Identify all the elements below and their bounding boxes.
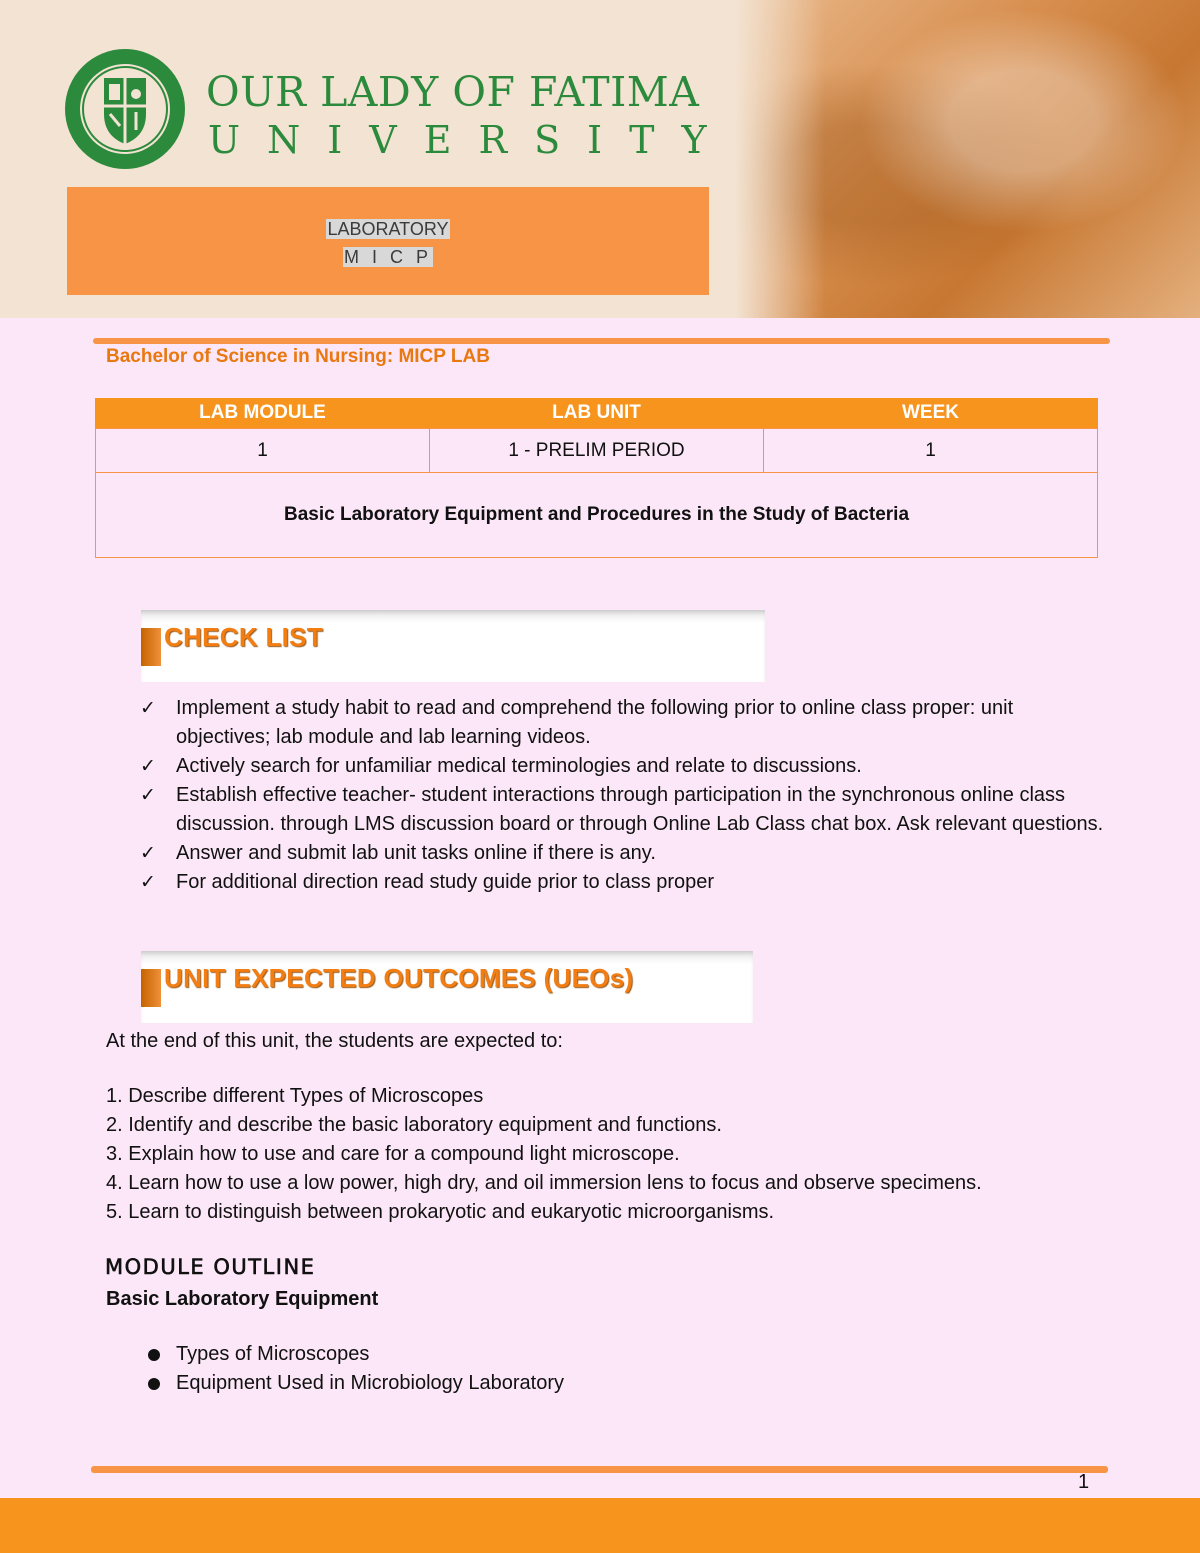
header-lab-module: LAB MODULE bbox=[96, 398, 430, 429]
module-info-table bbox=[95, 398, 1098, 558]
table-row bbox=[96, 473, 1098, 558]
outcomes-list bbox=[106, 1082, 982, 1227]
outcomes-intro: At the end of this unit, the students are expected to: bbox=[106, 1030, 563, 1052]
list-item: ✓ For additional direction read study guide prior to class proper bbox=[140, 868, 1110, 897]
university-name: OUR LADY OF FATIMA bbox=[206, 68, 700, 116]
list-item: 4. Learn how to use a low power, high dry, and oil immersion lens to focus and observe specimens. bbox=[106, 1172, 982, 1194]
checklist bbox=[140, 694, 1110, 897]
checkmark-icon: ✓ bbox=[140, 872, 156, 893]
header-photo bbox=[735, 0, 1200, 318]
header-week: WEEK bbox=[764, 398, 1098, 429]
outcomes-heading-label: UNIT EXPECTED OUTCOMES (UEOs) bbox=[164, 963, 634, 993]
checkmark-icon: ✓ bbox=[140, 756, 156, 777]
university-seal-icon bbox=[64, 48, 186, 170]
heading-bar bbox=[141, 969, 161, 1007]
footer-band bbox=[0, 1498, 1200, 1553]
table-header-row bbox=[96, 398, 1098, 429]
cell-lab-unit: 1 - PRELIM PERIOD bbox=[430, 429, 764, 473]
cell-lab-module: 1 bbox=[96, 429, 430, 473]
list-item: 1. Describe different Types of Microscopes bbox=[106, 1085, 484, 1107]
band-course-code: M I C P bbox=[343, 247, 432, 267]
checklist-heading bbox=[141, 610, 765, 682]
header-lab-unit: LAB UNIT bbox=[430, 398, 764, 429]
list-item: 2. Identify and describe the basic laboratory equipment and functions. bbox=[106, 1114, 722, 1136]
module-outline-subtitle: Basic Laboratory Equipment bbox=[106, 1288, 379, 1310]
checkmark-icon: ✓ bbox=[140, 785, 156, 806]
university-name-line2: UNIVERSITY bbox=[208, 118, 734, 162]
page-number: 1 bbox=[1078, 1471, 1090, 1493]
list-item: ✓ Answer and submit lab unit tasks online if there is any. bbox=[140, 839, 1110, 868]
table-row bbox=[96, 429, 1098, 473]
list-item: Types of Microscopes bbox=[146, 1340, 564, 1369]
checkmark-icon: ✓ bbox=[140, 698, 156, 719]
checkmark-icon: ✓ bbox=[140, 843, 156, 864]
outcomes-heading bbox=[141, 951, 753, 1023]
bottom-divider bbox=[91, 1466, 1108, 1473]
list-item: ✓ Implement a study habit to read and comprehend the following prior to online class proper: unit objectives; lab module and lab learning videos. bbox=[140, 694, 1110, 752]
top-divider bbox=[93, 338, 1110, 344]
checklist-heading-label: CHECK LIST bbox=[164, 622, 323, 652]
header bbox=[0, 0, 1200, 318]
bullet-dot-icon bbox=[148, 1349, 160, 1361]
module-outline-title: MODULE OUTLINE bbox=[105, 1255, 316, 1279]
list-item: 5. Learn to distinguish between prokaryotic and eukaryotic microorganisms. bbox=[106, 1201, 775, 1223]
bullet-dot-icon bbox=[148, 1378, 160, 1390]
list-item: ✓ Establish effective teacher- student interactions through participation in the synchronous online class discussion. through LMS discussion board or through Online Lab Class chat box. Ask relevant questions. bbox=[140, 781, 1110, 839]
cell-week: 1 bbox=[764, 429, 1098, 473]
list-item: 3. Explain how to use and care for a compound light microscope. bbox=[106, 1143, 680, 1165]
list-item: Equipment Used in Microbiology Laboratory bbox=[146, 1369, 564, 1398]
module-outline-list bbox=[146, 1340, 564, 1398]
program-title: Bachelor of Science in Nursing: MICP LAB bbox=[106, 346, 490, 367]
heading-bar bbox=[141, 628, 161, 666]
list-item: ✓ Actively search for unfamiliar medical terminologies and relate to discussions. bbox=[140, 752, 1110, 781]
module-title: Basic Laboratory Equipment and Procedures in the Study of Bacteria bbox=[96, 473, 1098, 558]
band-laboratory-label: LABORATORY bbox=[327, 219, 449, 239]
course-band bbox=[67, 187, 709, 295]
